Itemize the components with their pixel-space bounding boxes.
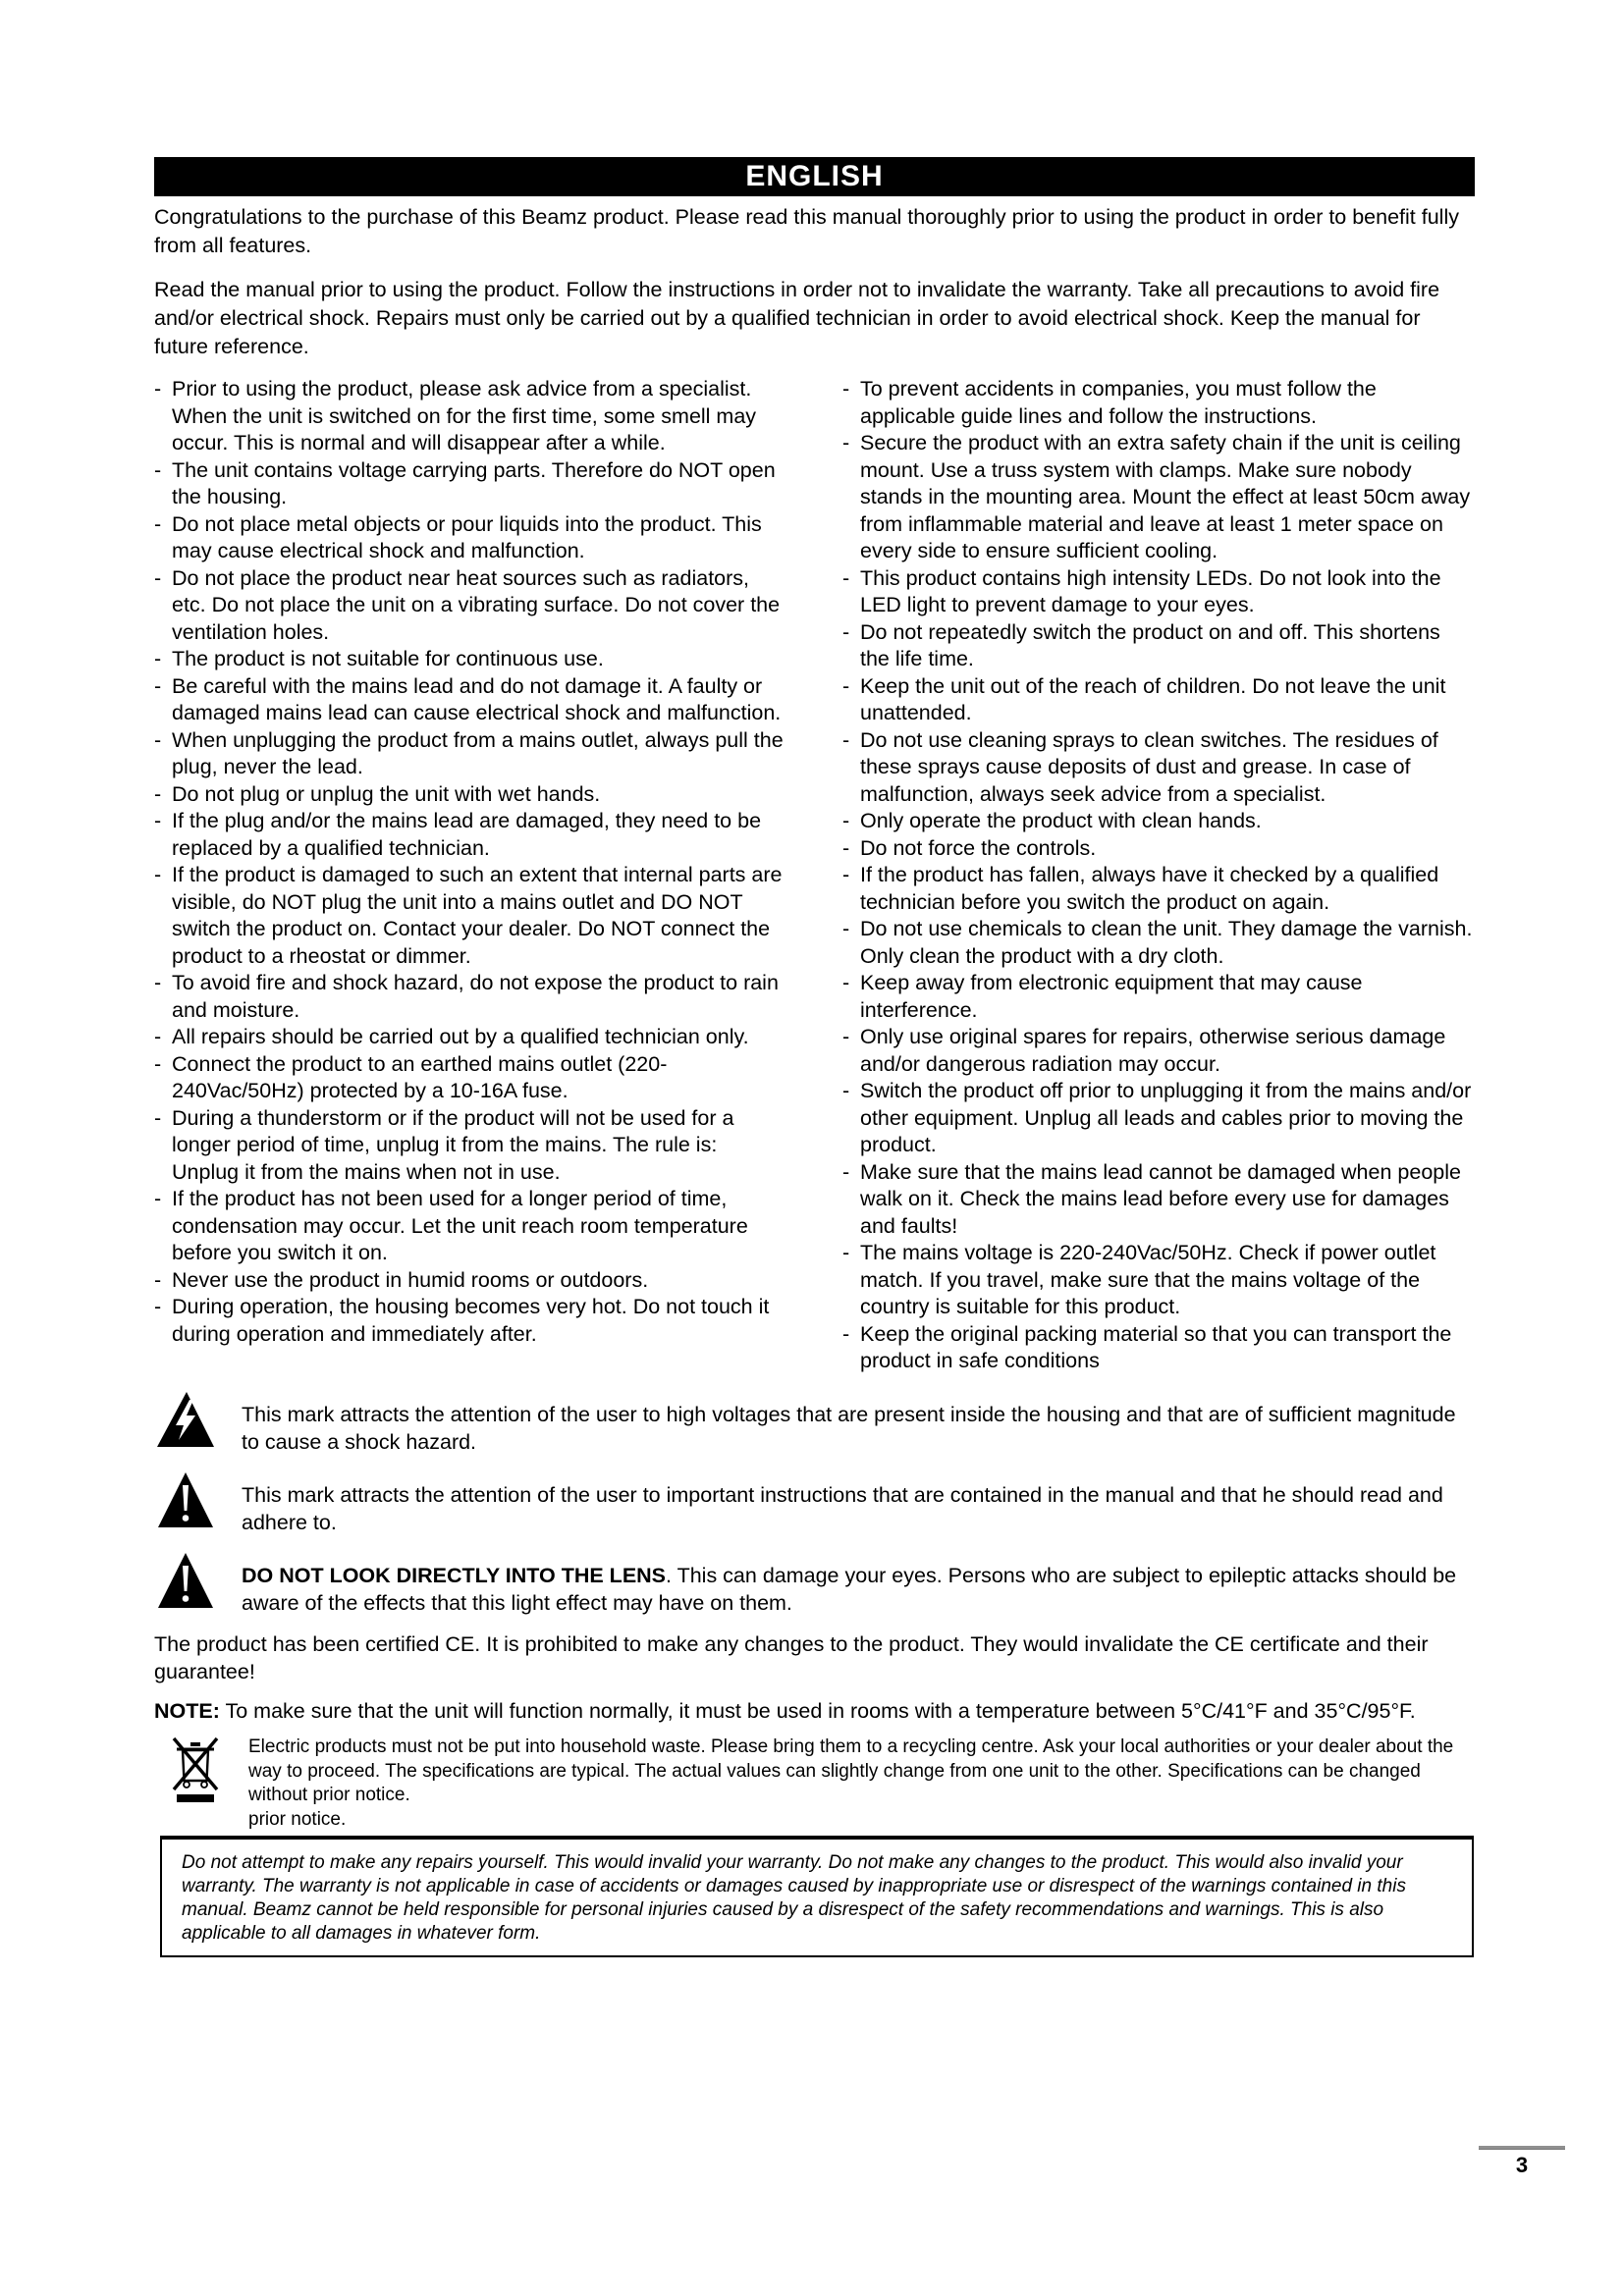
- safety-item: - Secure the product with an extra safety chain if the unit is ceiling mount. Use a truss system with clamps. Make sure nobody stands in the mounting area. Mount the effect at least 50cm away from inflammable material and leave at least 1 meter space on every side to ensure sufficient cooling.: [842, 430, 1475, 565]
- safety-item: - During operation, the housing becomes very hot. Do not touch it during operation and immediately after.: [154, 1294, 786, 1348]
- safety-item: - Prior to using the product, please ask advice from a specialist. When the unit is switched on for the first time, some smell may occur. This is normal and will disappear after a while.: [154, 376, 786, 457]
- safety-item: - Keep away from electronic equipment that may cause interference.: [842, 970, 1475, 1024]
- warning-important-instructions: [154, 1481, 1475, 1536]
- safety-item: - Do not plug or unplug the unit with wet hands.: [154, 781, 786, 809]
- warranty-disclaimer-box: [160, 1836, 1474, 1957]
- recycling-notice: [154, 1735, 1475, 1832]
- page-title: ENGLISH: [745, 160, 884, 192]
- safety-item: - Do not force the controls.: [842, 835, 1475, 863]
- exclamation-triangle-icon: [156, 1471, 215, 1528]
- high-voltage-triangle-icon: [156, 1391, 215, 1448]
- safety-item: - Be careful with the mains lead and do not damage it. A faulty or damaged mains lead can cause electrical shock and malfunction.: [154, 673, 786, 727]
- safety-item: - Do not use chemicals to clean the unit. They damage the varnish. Only clean the product with a dry cloth.: [842, 916, 1475, 970]
- intro-paragraph-1: Congratulations to the purchase of this Beamz product. Please read this manual thoroughly prior to using the product in order to benefit fully from all features.: [154, 205, 1459, 257]
- recycling-text: Electric products must not be put into household waste. Please bring them to a recycling centre. Ask your local authorities or your dealer about the way to proceed. The specifications are typical. The actual values can slightly change from one unit to the other. Specifications can be changed without prior notice. prior notice.: [248, 1736, 1454, 1830]
- safety-item: - The mains voltage is 220-240Vac/50Hz. Check if power outlet match. If you travel, make sure that the mains voltage of the country is suitable for this product.: [842, 1240, 1475, 1321]
- safety-item: - Keep the unit out of the reach of children. Do not leave the unit unattended.: [842, 673, 1475, 727]
- safety-list-left-column: [154, 376, 786, 1375]
- page-footer: [1479, 2146, 1565, 2178]
- safety-item: - During a thunderstorm or if the product will not be used for a longer period of time, unplug it from the mains. The rule is: Unplug it from the mains when not in use.: [154, 1105, 786, 1187]
- safety-item: - Do not place the product near heat sources such as radiators, etc. Do not place the unit on a vibrating surface. Do not cover the ventilation holes.: [154, 565, 786, 647]
- safety-item: - The unit contains voltage carrying parts. Therefore do NOT open the housing.: [154, 457, 786, 511]
- safety-item: - Do not use cleaning sprays to clean switches. The residues of these sprays cause deposits of dust and grease. In case of malfunction, always seek advice from a specialist.: [842, 727, 1475, 809]
- note-paragraph: NOTE: To make sure that the unit will function normally, it must be used in rooms with a temperature between 5°C/41°F and 35°C/95°F.: [154, 1698, 1416, 1723]
- safety-item: - Do not place metal objects or pour liquids into the product. This may cause electrical shock and malfunction.: [154, 511, 786, 565]
- page-number: 3: [1515, 2153, 1529, 2177]
- safety-item: - Do not repeatedly switch the product on and off. This shortens the life time.: [842, 619, 1475, 673]
- safety-item: - To avoid fire and shock hazard, do not expose the product to rain and moisture.: [154, 970, 786, 1024]
- safety-item: - If the plug and/or the mains lead are damaged, they need to be replaced by a qualified technician.: [154, 808, 786, 862]
- weee-crossed-out-bin-icon: [168, 1730, 223, 1806]
- intro-paragraph-2: Read the manual prior to using the product. Follow the instructions in order not to invalidate the warranty. Take all precautions to avoid fire and/or electrical shock. Repairs must only be carried out by a qualified technician in order to avoid electrical shock. Keep the manual for future reference.: [154, 278, 1440, 358]
- safety-item: - If the product has fallen, always have it checked by a qualified technician before you switch the product on again.: [842, 862, 1475, 916]
- page-content: [154, 157, 1475, 1957]
- safety-item: - Keep the original packing material so that you can transport the product in safe conditions: [842, 1321, 1475, 1375]
- safety-item: - Never use the product in humid rooms or outdoors.: [154, 1267, 786, 1295]
- warning-text: DO NOT LOOK DIRECTLY INTO THE LENS. This can damage your eyes. Persons who are subject to epileptic attacks should be aware of the effects that this light effect may have on them.: [242, 1563, 1457, 1615]
- warning-bold-lead: DO NOT LOOK DIRECTLY INTO THE LENS: [242, 1563, 667, 1587]
- ce-certification-paragraph: The product has been certified CE. It is prohibited to make any changes to the product. They would invalidate the CE certificate and their guarantee!: [154, 1631, 1429, 1683]
- warning-text: This mark attracts the attention of the user to high voltages that are present inside the housing and that are of sufficient magnitude to cause a shock hazard.: [242, 1402, 1456, 1454]
- safety-item: - Only operate the product with clean hands.: [842, 808, 1475, 835]
- warning-text: This mark attracts the attention of the user to important instructions that are contained in the manual and that he should read and adhere to.: [242, 1482, 1443, 1534]
- warning-high-voltage: [154, 1401, 1475, 1456]
- footer-rule: [1479, 2146, 1565, 2150]
- safety-item: - When unplugging the product from a mains outlet, always pull the plug, never the lead.: [154, 727, 786, 781]
- safety-item: - This product contains high intensity LEDs. Do not look into the LED light to prevent damage to your eyes.: [842, 565, 1475, 619]
- safety-item: - If the product has not been used for a longer period of time, condensation may occur. Let the unit reach room temperature before you switch it on.: [154, 1186, 786, 1267]
- safety-list-right-column: [842, 376, 1475, 1375]
- warranty-disclaimer-text: Do not attempt to make any repairs yourself. This would invalid your warranty. Do not make any changes to the product. This would also invalid your warranty. The warranty is not applicable in case of accidents or damages caused by inappropriate use or disrespect of the warnings contained in this manual. Beamz cannot be held responsible for personal injuries caused by a disrespect of the safety recommendations and warnings. This is also applicable to all damages in whatever form.: [182, 1852, 1406, 1944]
- safety-item: - Make sure that the mains lead cannot be damaged when people walk on it. Check the mains lead before every use for damages and faults!: [842, 1159, 1475, 1241]
- exclamation-triangle-icon: [156, 1552, 215, 1609]
- note-label: NOTE:: [154, 1698, 220, 1723]
- safety-instructions-list: [154, 376, 1475, 1375]
- warning-do-not-look-into-lens: [154, 1562, 1475, 1617]
- language-header-bar: [154, 157, 1475, 196]
- safety-item: - If the product is damaged to such an extent that internal parts are visible, do NOT plug the unit into a mains outlet and DO NOT switch the product on. Contact your dealer. Do NOT connect the product to a rheostat or dimmer.: [154, 862, 786, 970]
- safety-item: - To prevent accidents in companies, you must follow the applicable guide lines and follow the instructions.: [842, 376, 1475, 430]
- safety-item: - All repairs should be carried out by a qualified technician only.: [154, 1024, 786, 1051]
- safety-item: - Connect the product to an earthed mains outlet (220-240Vac/50Hz) protected by a 10-16A fuse.: [154, 1051, 786, 1105]
- safety-item: - Only use original spares for repairs, otherwise serious damage and/or dangerous radiation may occur.: [842, 1024, 1475, 1078]
- safety-item: - The product is not suitable for continuous use.: [154, 646, 786, 673]
- safety-item: - Switch the product off prior to unplugging it from the mains and/or other equipment. Unplug all leads and cables prior to moving the product.: [842, 1078, 1475, 1159]
